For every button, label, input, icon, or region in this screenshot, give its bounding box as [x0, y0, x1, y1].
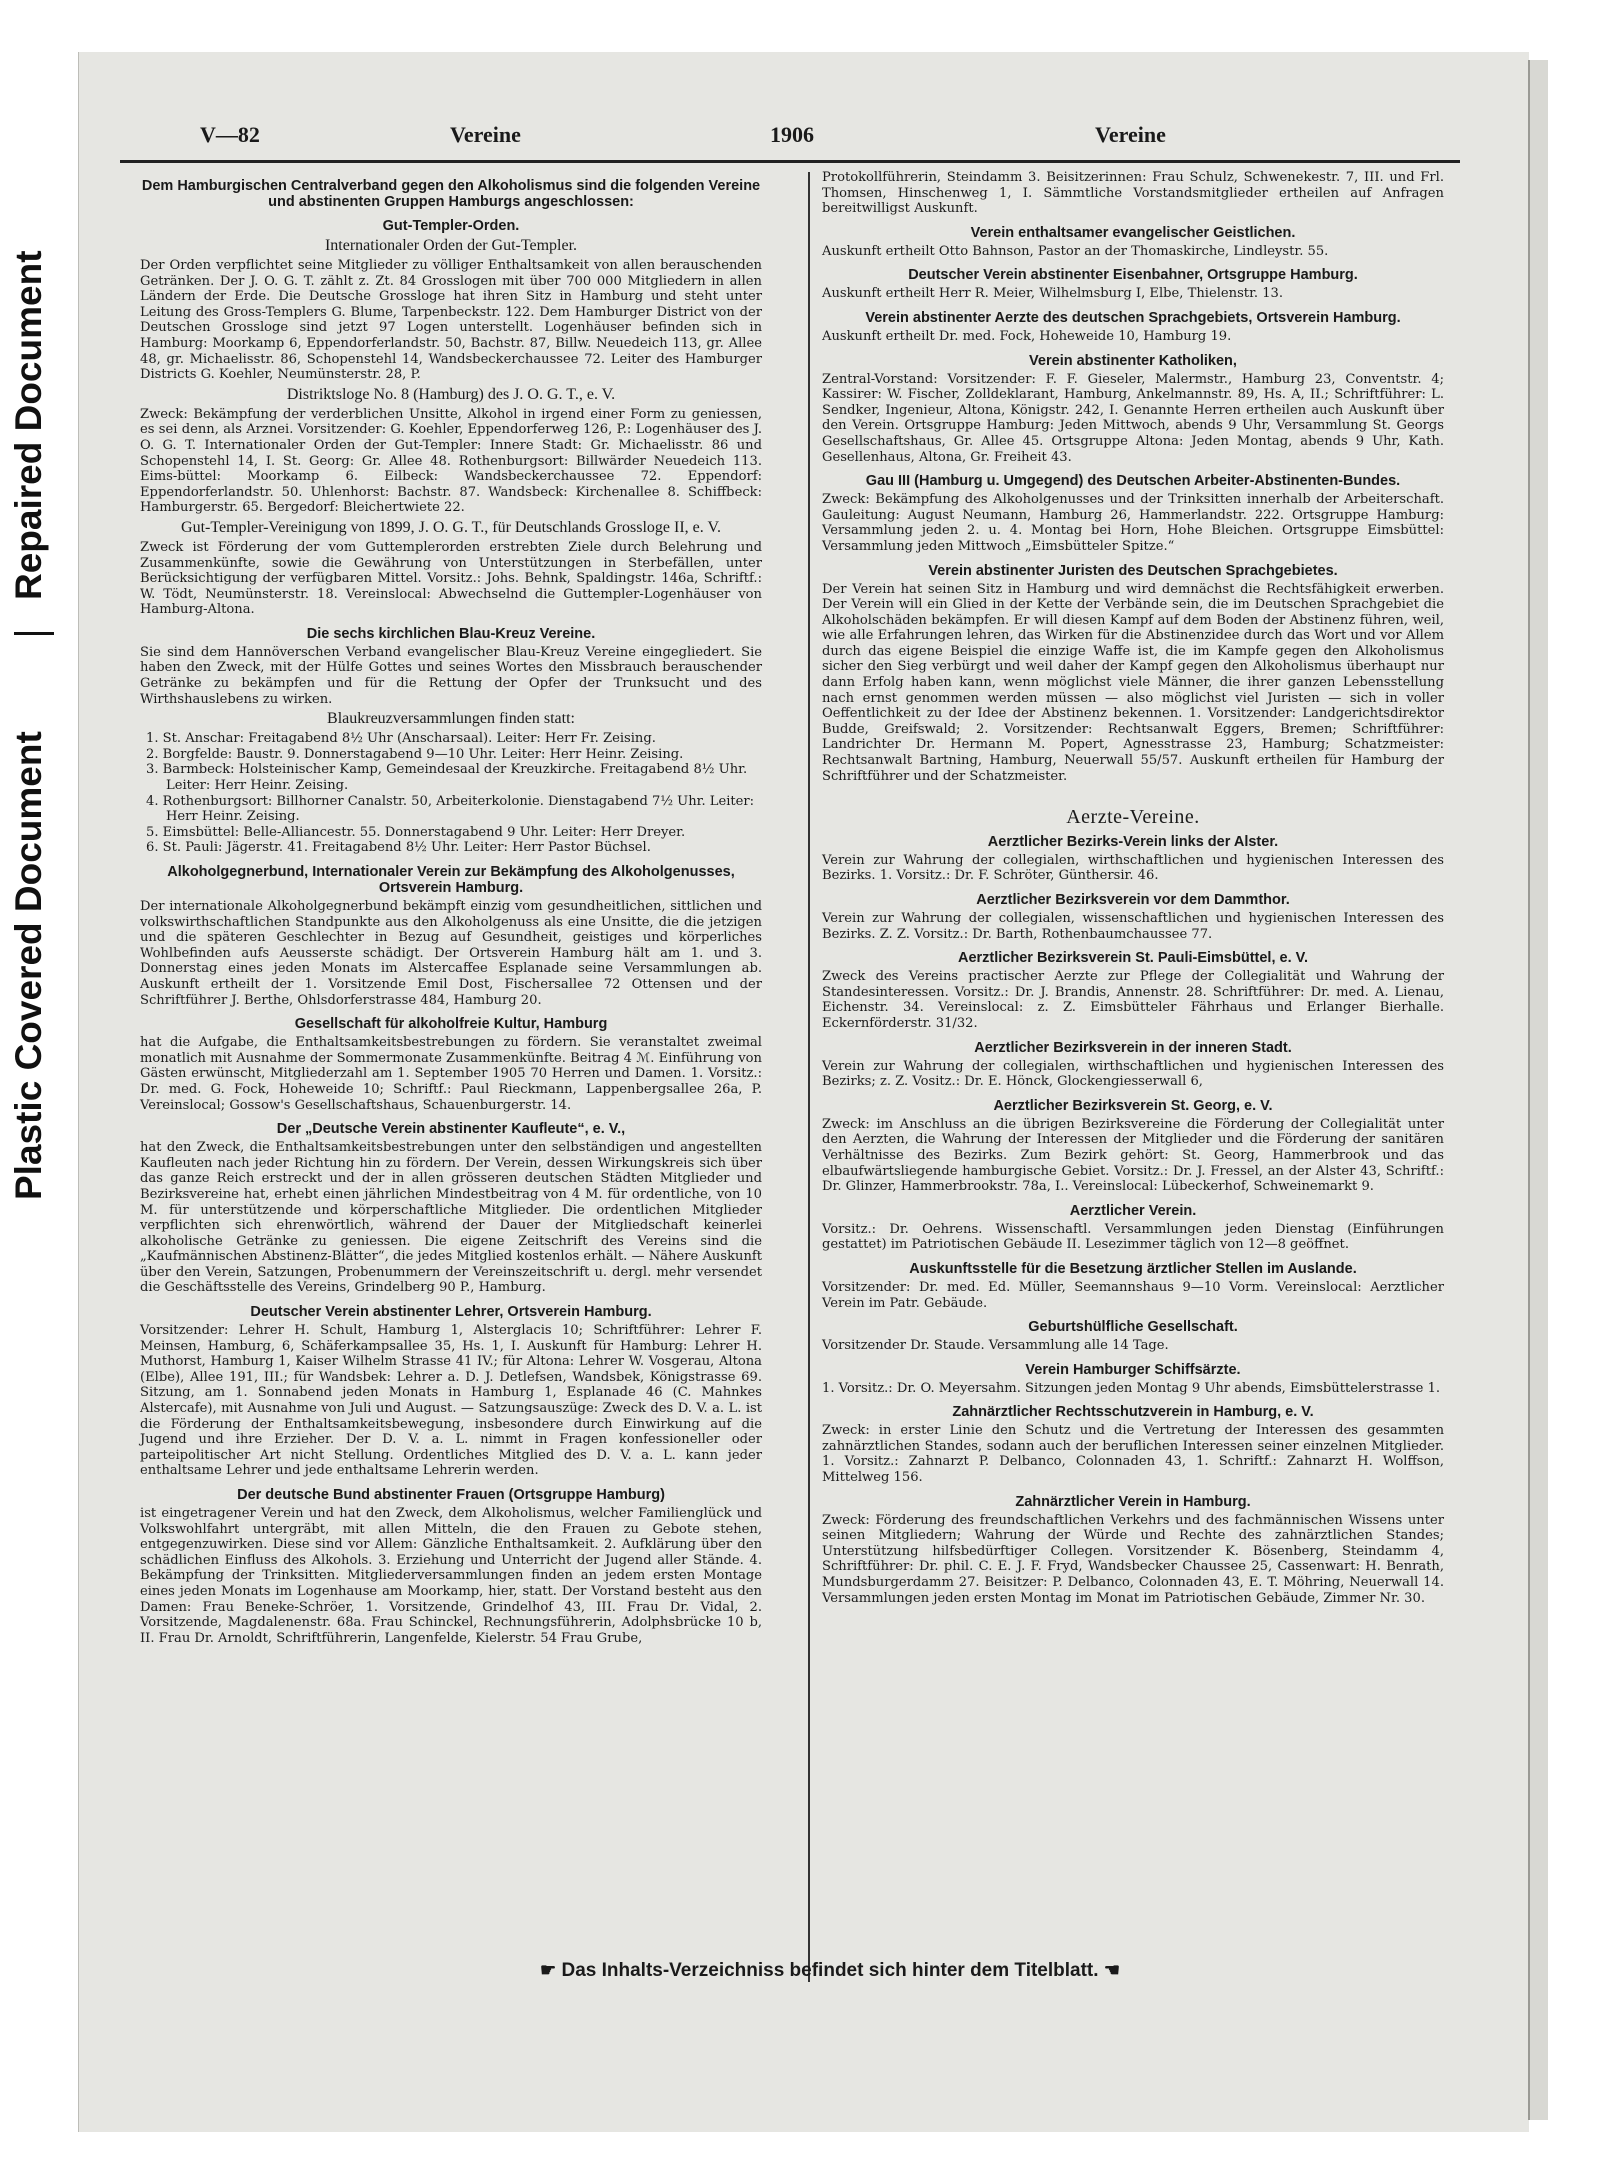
section-heading: Zahnärztlicher Verein in Hamburg. [1015, 1493, 1251, 1510]
paragraph: Vorsitzender Dr. Staude. Versammlung alle 14 Tage. [822, 1338, 1169, 1354]
section-heading: Dem Hamburgischen Centralverband gegen den Alkoholismus sind die folgenden Vereine und abstinenten Gruppen Hamburgs angeschlossen: [141, 178, 761, 210]
section-heading: Verein abstinenter Juristen des Deutschen Sprachgebietes. [928, 562, 1338, 579]
section-heading: Aerztlicher Bezirks-Verein links der Alster. [987, 833, 1279, 850]
paragraph: Zweck: in erster Linie den Schutz und die Vertretung der Interessen des gesammten zahnärztlichen Standes, sodann auch der beruflichen Interessen seiner einzelnen Mitglieder. 1. Vorsitz.: Zahnarzt P. Delbanco, Colonnaden 43, 1. Schriftf.: Zahnarzt H. Wolffson, Mittelweg 156. [822, 1423, 1444, 1486]
section-heading: Deutscher Verein abstinenter Lehrer, Ortsverein Hamburg. [250, 1304, 652, 1321]
pointing-hand-left-icon: ☛ [540, 1960, 557, 1980]
header-rule [120, 160, 1460, 163]
paragraph: Zweck: Bekämpfung der verderblichen Unsitte, Alkohol in irgend einer Form zu geniessen, es sei denn, als Arznei. Vorsitzender: G. Koehler, Eppendorferweg 126, P.: Logenhäuser des J. O. G. T. Internationaler Orden der Gut-Templer: Innere Stadt: Gr. Michaelisstr. 86 und Schopenstehl 14, I. St. Georg: Gr. Allee 48. Rothenburgsort: Billwärder Neuedeich 113. Eims-büttel: Moorkamp 6. Eilbeck: Wandsbeckerchaussee 72. Eppendorf: Eppendorferlandstr. 50. Uhlenhorst: Bachstr. 87. Wandsbeck: Kirchenallee 8. Schiffbeck: Hamburgerstr. 65. Bergedorf: Bleichertwiete 22. [140, 406, 762, 516]
paragraph: Zweck: im Anschluss an die übrigen Bezirksvereine die Förderung der Collegialität unter den Aerzten, die Wahrung der Interessen der Mitglieder und die Förderung der sanitären Verhältnisse des Bezirks. Zum Bezirk gehört: St. Georg, Hammerbrook und das elbaufwärtsliegende hamburgische Gebiet. Vorsitz.: Dr. J. Fressel, an der Alster 43, Schriftf.: Dr. Glinzer, Hammerbrookstr. 78a, I.. Vereinslocal: Lübeckerhof, Schweinemarkt 9. [822, 1116, 1444, 1195]
section-heading: Verein abstinenter Aerzte des deutschen Sprachgebiets, Ortsverein Hamburg. [865, 309, 1401, 326]
side-label-panel [0, 0, 62, 2177]
paragraph: Verein zur Wahrung der collegialen, wissenschaftlichen und hygienischen Interessen des Bezirks. Z. Z. Vorsitz.: Dr. Barth, Rothenbaumchaussee 77. [822, 911, 1444, 942]
paragraph: hat den Zweck, die Enthaltsamkeitsbestrebungen unter den selbständigen und angestellten Kaufleuten nach jeder Richtung hin zu fördern. Der Verein, dessen Wirkungskreis sich über das ganze Reich erstreckt und der in allen grösseren deutschen Städten Mitglieder und Bezirksvereine hat, erhebt einen jährlichen Mindestbeitrag von 4 M. für ordentliche, von 10 M. für unterstützende und körperschaftliche Mitglieder. Die ordentlichen Mitglieder verpflichten sich ehrenwörtlich, während der Dauer der Mitgliedschaft keinerlei alkoholische Getränke zu geniessen. Die eigene Zeitschrift des Vereins sind die „Kaufmännischen Abstinenz-Blätter“, die jedes Mitglied kostenlos erhält. — Nähere Auskunft über den Verein, Satzungen, Probenummern der Vereinszeitschrift u. dergl. mehr versendet die Geschäftsstelle des Vereins, Grindelberg 90 P., Hamburg. [140, 1140, 762, 1296]
column-divider [808, 172, 810, 1982]
paragraph: Zweck des Vereins practischer Aerzte zur Pflege der Collegialität und Wahrung der Standesinteressen. Vorsitz.: Dr. J. Brandis, Annenstr. 28. Schriftführer: Dr. med. A. Lienau, Eichenstr. 34. Vereinslocal: z. Z. Eimsbütteler Fährhaus und Erlanger Bierhalle. Eckernförderstr. 31/32. [822, 969, 1444, 1031]
subheading: Gut-Templer-Vereinigung von 1899, J. O. G. T., für Deutschlands Grossloge II, e. V. [181, 518, 721, 536]
paragraph: Auskunft ertheilt Otto Bahnson, Pastor an der Thomaskirche, Lindleystr. 55. [822, 243, 1329, 259]
paragraph: Sie sind dem Hannöverschen Verband evangelischer Blau-Kreuz Vereine eingegliedert. Sie haben den Zweck, mit der Hülfe Gottes und seines Wortes den Missbrauch berauschender Getränke zu bekämpfen und für die Rettung der Opfer der Trunksucht und des Wirthshauslebens zu wirken. [140, 644, 762, 707]
list-item: 6. St. Pauli: Jägerstr. 41. Freitagabend 8½ Uhr. Leiter: Herr Pastor Büchsel. [146, 840, 651, 856]
side-label-separator [14, 632, 54, 635]
section-heading: Verein enthaltsamer evangelischer Geistlichen. [970, 224, 1296, 241]
paragraph: Auskunft ertheilt Dr. med. Fock, Hoheweide 10, Hamburg 19. [822, 328, 1232, 344]
header-left-title: Vereine [450, 122, 521, 147]
plastic-covered-label: Plastic Covered Document [8, 731, 49, 1200]
pointing-hand-right-icon: ☚ [1103, 1960, 1120, 1980]
page-binding-edge [1528, 60, 1548, 2120]
subheading: Internationaler Orden der Gut-Templer. [324, 237, 578, 254]
section-title: Aerzte-Vereine. [1066, 806, 1200, 829]
section-heading: Zahnärztlicher Rechtsschutzverein in Hamburg, e. V. [952, 1404, 1314, 1421]
section-heading: Deutscher Verein abstinenter Eisenbahner, Ortsgruppe Hamburg. [908, 267, 1358, 284]
paragraph: Zweck ist Förderung der vom Guttemplerorden erstrebten Ziele durch Belehrung und Zusammenkünfte, sowie die Gewährung von Unterstützungen in Sterbefällen, unter Berücksichtigung der verfügbaren Mittel. Vorsitz.: Johs. Behnk, Spaldingstr. 146a, Schriftf.: W. Tödt, Neumünsterstr. 18. Vereinslocal: Abwechselnd die Guttempler-Logenhäuser von Hamburg-Altona. [140, 539, 762, 618]
section-heading: Aerztlicher Bezirksverein St. Pauli-Eimsbüttel, e. V. [957, 950, 1308, 967]
paragraph: Der internationale Alkoholgegnerbund bekämpft einzig vom gesundheitlichen, sittlichen und volkswirthschaftlichen Standpunkte aus den Alkoholgenuss als eine Unsitte, die die jetzigen und die späteren Geschlechter in Bezug auf Gesundheit, geistiges und körperliches Wohlbefinden aufs Aeusserste schädigt. Der Ortsverein Hamburg hält am 1. und 3. Donnerstag eines jeden Monats im Alstercaffee Esplanade seine Versammlungen ab. Auskunft ertheilt der 1. Vorsitzende Emil Dost, Fischersallee 72 Ottensen und der Schriftführer J. Berthe, Ohlsdorferstrasse 484, Hamburg 20. [140, 899, 762, 1008]
left-column [140, 170, 762, 1648]
section-heading: Aerztlicher Bezirksverein vor dem Dammthor. [976, 892, 1290, 908]
section-heading: Aerztlicher Verein. [1069, 1202, 1197, 1219]
subheading: Blaukreuzversammlungen finden statt: [327, 710, 575, 728]
paragraph: Protokollführerin, Steindamm 3. Beisitzerinnen: Frau Schulz, Schwenekestr. 7, III. und Frl. Thomsen, Hinschenweg 1, I. Sämmtliche Vorstandsmitglieder ertheilen auf Anfragen bereitwilligst Auskunft. [822, 170, 1444, 217]
right-column [822, 170, 1444, 1608]
list-item: 1. St. Anschar: Freitagabend 8½ Uhr (Anscharsaal). Leiter: Herr Fr. Zeising. [146, 731, 656, 747]
section-heading: Geburtshülfliche Gesellschaft. [1028, 1319, 1238, 1336]
paragraph: Vorsitz.: Dr. Oehrens. Wissenschaftl. Versammlungen jeden Dienstag (Einführungen gestattet) im Patriotischen Gebäude II. Lesezimmer täglich von 12—8 geöffnet. [822, 1221, 1444, 1253]
paragraph: ist eingetragener Verein und hat den Zweck, dem Alkoholismus, welcher Familienglück und Volkswohlfahrt untergräbt, mit allen Mitteln, die den Frauen zu Gebote stehen, entgegenzuwirken. Diese sind vor Allem: Gänzliche Enthaltsamkeit. 2. Aufklärung über den schädlichen Einfluss des Alkohols. 3. Erziehung und Unterricht der Jugend aller Stände. 4. Bekämpfung der Trinksitten. Mitgliederversammlungen finden an jedem ersten Montage eines jeden Monats im Logenhause am Moorkamp, hier, statt. Der Vorstand besteht aus den Damen: Frau Beneke-Schröer, 1. Vorsitzende, Grindelhof 43, III. Frau Dr. Vidal, 2. Vorsitzende, Magdalenenstr. 68a. Frau Schinckel, Rechnungsführerin, Adolphsbrücke 10 b, II. Frau Dr. Arnoldt, Schriftführerin, Langenfelde, Kielerstr. 54 Frau Grube, [140, 1506, 762, 1646]
section-heading: Auskunftsstelle für die Besetzung ärztlicher Stellen im Auslande. [909, 1260, 1357, 1277]
list-item: 5. Eimsbüttel: Belle-Alliancestr. 55. Donnerstagabend 9 Uhr. Leiter: Herr Dreyer. [146, 824, 686, 840]
footer-note [430, 1960, 1230, 1982]
header-year: 1906 [770, 122, 814, 147]
paragraph: Verein zur Wahrung der collegialen, wirthschaftlichen und hygienischen Interessen des Bezirks. 1. Vorsitz.: Dr. F. Schröter, Günthersir. 46. [822, 852, 1444, 884]
paragraph: Auskunft ertheilt Herr R. Meier, Wilhelmsburg I, Elbe, Thielenstr. 13. [822, 286, 1284, 302]
paragraph: hat die Aufgabe, die Enthaltsamkeitsbestrebungen zu fördern. Sie veranstaltet zweimal monatlich mit Ausnahme der Sommermonate Zusammenkünfte. Beitrag 4 ℳ. Einführung von Gästen erwünscht, Mitgliederzahl am 1. September 1905 70 Herren und Damen. 1. Vorsitz.: Dr. med. G. Fock, Hoheweide 10; Schriftf.: Paul Rieckmann, Lappenbergsallee 26a, P. Vereinslocal; Gossow's Gesellschaftshaus, Schauenburgerstr. 14. [140, 1035, 762, 1113]
section-heading: Aerztlicher Bezirksverein St. Georg, e. V. [993, 1097, 1273, 1114]
subheading: Distriktsloge No. 8 (Hamburg) des J. O. G. T., e. V. [286, 385, 616, 403]
list-item: 4. Rothenburgsort: Billhorner Canalstr. 50, Arbeiterkolonie. Dienstagabend 7½ Uhr. Leiter: Herr Heinr. Zeising. [146, 793, 755, 825]
section-heading: Der „Deutsche Verein abstinenter Kaufleute“, e. V., [276, 1121, 626, 1138]
page-header [120, 122, 1460, 158]
page-number: V—82 [200, 122, 260, 147]
paragraph: Vorsitzender: Dr. med. Ed. Müller, Seemannshaus 9—10 Vorm. Vereinslocal: Aerztlicher Verein im Patr. Gebäude. [822, 1279, 1444, 1311]
section-heading: Die sechs kirchlichen Blau-Kreuz Vereine. [306, 625, 596, 642]
paragraph: Der Verein hat seinen Sitz in Hamburg und wird demnächst die Rechtsfähigkeit erwerben. Der Verein will ein Glied in der Kette der Verbände sein, die im Deutschen Sprachgebiet die Alkoholschäden bekämpfen. Er will diesen Kampf auf dem Boden der Abstinenz führen, weil, wie alle Erfahrungen lehren, das Wirken für die Abstinenzidee durch das Wort und vor Allem durch das eigene Beispiel die einzige Waffe ist, die im Kampfe gegen den Alkoholismus sicher den Sieg verbürgt und weil daher der Kampf gegen den Alkoholismus überhaupt nur dann Erfolg haben kann, wenn möglichst viele Männer, die ihrer ganzen Lebensstellung nach ernst genommen werden müssen — also möglichst viel Juristen — sich in voller Oeffentlichkeit zu der Idee der Abstinenz bekennen. 1. Vorsitzender: Landgerichtsdirektor Budde, Greifswald; 2. Vorsitzender: Rechtsanwalt Eggers, Bremen; Schriftführer: Landrichter Dr. Hermann M. Popert, Agnesstrasse 23, Hamburg; Schatzmeister: Rechtsanwalt Bartning, Hamburg, Neuerwall 55/57. Auskunft ertheilen für Hamburg der Schriftführer und der Schatzmeister. [822, 581, 1444, 784]
paragraph: Zweck: Förderung des freundschaftlichen Verkehrs und des fachmännischen Wissens unter seinen Mitgliedern; Wahrung der Würde und Rechte des zahnärztlichen Standes; Unterstützung hilfsbedürftiger Collegen. Vorsitzender K. Bösenberg, Steindamm 4, Schriftführer: Dr. phil. C. E. J. F. Fryd, Wandsbecker Chaussee 25, Cassenwart: H. Benrath, Mundsburgerdamm 27. Beisitzer: P. Delbanco, Colonnaden 43, E. T. Möhring, Neuerwall 14. Versammlungen jeden ersten Montag im Monat im Patriotischen Gebäude, Zimmer Nr. 30. [822, 1512, 1444, 1606]
list-item: 3. Barmbeck: Holsteinischer Kamp, Gemeindesaal der Kreuzkirche. Freitagabend 8½ Uhr. Leiter: Herr Heinr. Zeising. [146, 762, 748, 794]
paragraph: Der Orden verpflichtet seine Mitglieder zu völliger Enthaltsamkeit von allen berauschenden Getränken. Der J. O. G. T. zählt z. Zt. 84 Grosslogen mit über 700 000 Mitgliedern in allen Ländern der Erde. Die Deutsche Grossloge hat ihren Sitz in Hamburg und steht unter Leitung des Gross-Templers G. Blume, Tarpenbeckstr. 122. Dem Hamburger District von der Deutschen Grossloge sind jetzt 97 Logen unterstellt. Logenhäuser befinden sich in Hamburg: Moorkamp 6, Eppendorferlandstr. 50, Bachstr. 87, Billw. Neuedeich 113, gr. Allee 48, gr. Michaelisstr. 86, Schopenstehl 14, Wandsbeckerchaussee 72. Leiter des Hamburger Districts G. Koehler, Neumünsterstr. 28, P. [140, 258, 762, 383]
paragraph: Zentral-Vorstand: Vorsitzender: F. F. Gieseler, Malermstr., Hamburg 23, Conventstr. 4; Kassirer: W. Fischer, Zolldeklarant, Hamburg, Ankelmannstr. 89, Hs. A, II.; Schriftführer: L. Sendker, Ingenieur, Altona, Königstr. 242, I. Genannte Herren ertheilen auch Auskunft über den Verein. Ortsgruppe Hamburg: Jeden Mittwoch, abends 9 Uhr, Versammlung St. Georgs Gesellschaftshaus, Gr. Allee 45. Ortsgruppe Altona: Jeden Montag, abends 9 Uhr, Kath. Gesellenhaus, Altona, Gr. Freiheit 43. [822, 371, 1444, 465]
paragraph: 1. Vorsitz.: Dr. O. Meyersahm. Sitzungen jeden Montag 9 Uhr abends, Eimsbüttelerstrasse 1. [822, 1380, 1441, 1396]
section-heading: Der deutsche Bund abstinenter Frauen (Ortsgruppe Hamburg) [237, 1487, 665, 1503]
paragraph: Vorsitzender: Lehrer H. Schult, Hamburg 1, Alsterglacis 10; Schriftführer: Lehrer F. Meinsen, Hamburg, 6, Schäferkampsallee 35, Hs. 1, I. Auskunft für Hamburg: Lehrer H. Muthorst, Hamburg 1, Kaiser Wilhelm Strasse 41 IV.; für Altona: Lehrer W. Vosgerau, Altona (Elbe), Allee 191, III.; für Wandsbek: Lehrer a. D. J. Detlefsen, Wandsbek, Königstrasse 69. Sitzung, am 1. Sonnabend jeden Monats in Hamburg 1, Esplanade 46 (C. Mahnkes Alstercafe), mit Ausnahme von Juli und August. — Satzungsauszüge: Zweck des D. V. a. L. ist die Förderung der Enthaltsamkeitsbewegung, insbesondere durch Einwirkung auf die Jugend und ihre Erzieher. Der D. V. a. L. nimmt in Fragen konfessioneller oder parteipolitischer Art nicht Stellung. Ordentliches Mitglied des D. V. a. L. kann jeder enthaltsame Lehrer und jede enthaltsame Lehrerin werden. [140, 1323, 762, 1479]
section-heading: Gau III (Hamburg u. Umgegend) des Deutschen Arbeiter-Abstinenten-Bundes. [865, 473, 1401, 490]
footer-text: Das Inhalts-Verzeichniss befindet sich hinter dem Titelblatt. [561, 1960, 1099, 1981]
section-heading: Verein abstinenter Katholiken, [1029, 352, 1237, 369]
paragraph: Zweck: Bekämpfung des Alkoholgenusses und der Trinksitten innerhalb der Arbeiterschaft. Gauleitung: August Neumann, Hamburg 26, Hammerlandstr. 222. Ortsgruppe Hamburg: Versammlung jeden 2. u. 4. Montag bei Horn, Hohe Bleichen. Ortsgruppe Eimsbüttel: Versammlung jeden Mittwoch „Eimsbütteler Spitze.“ [822, 492, 1444, 554]
section-heading: Gesellschaft für alkoholfreie Kultur, Hamburg [294, 1016, 608, 1033]
header-right-title: Vereine [1095, 122, 1166, 147]
section-heading: Alkoholgegnerbund, Internationaler Verein zur Bekämpfung des Alkoholgenusses, Ortsverein Hamburg. [167, 864, 735, 896]
section-heading: Gut-Templer-Orden. [382, 218, 520, 234]
list-item: 2. Borgfelde: Baustr. 9. Donnerstagabend 9—10 Uhr. Leiter: Herr Heinr. Zeising. [146, 746, 684, 762]
section-heading: Aerztlicher Bezirksverein in der inneren Stadt. [974, 1039, 1292, 1056]
paragraph: Verein zur Wahrung der collegialen, wirthschaftlichen und hygienischen Interessen des Bezirks; z. Z. Vositz.: Dr. E. Hönck, Glockengiesserwall 6, [822, 1058, 1444, 1090]
section-heading: Verein Hamburger Schiffsärzte. [1025, 1361, 1241, 1378]
repaired-document-label: Repaired Document [8, 250, 49, 600]
